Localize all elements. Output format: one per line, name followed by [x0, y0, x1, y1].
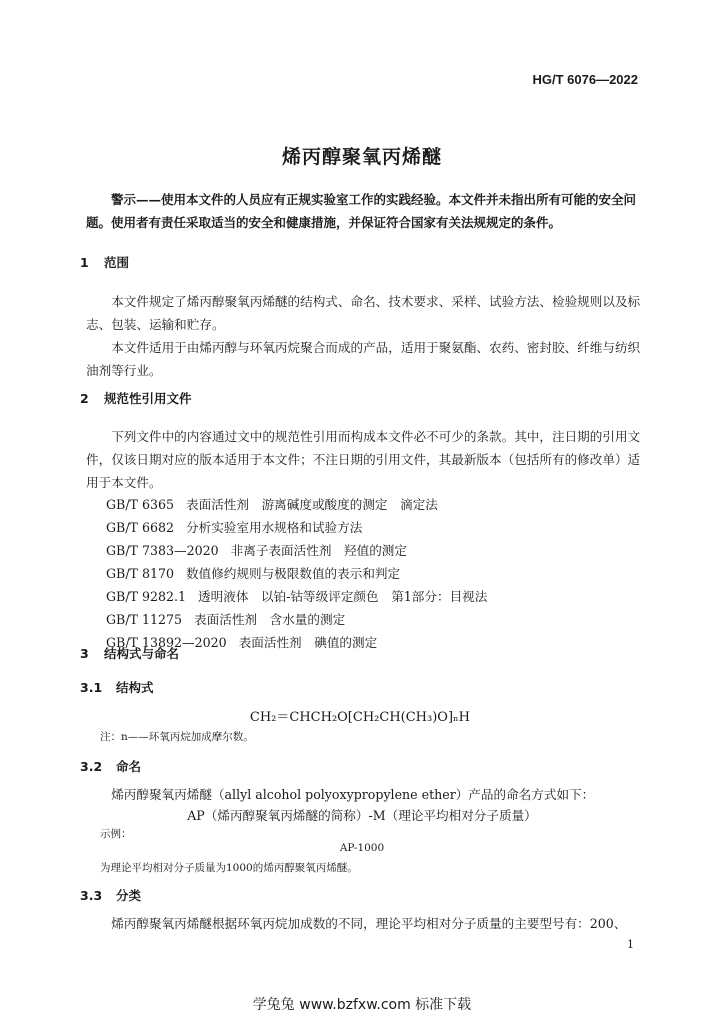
- reference-item: [106, 563, 400, 582]
- example-description: 为理论平均相对分子质量为1000的烯丙醇聚氧丙烯醚。: [100, 862, 358, 874]
- section-number: 3.2: [80, 759, 103, 774]
- section-3-2-heading: [80, 757, 141, 775]
- section-title: 结构式: [116, 680, 154, 695]
- section-title: 结构式与命名: [104, 646, 180, 661]
- section-3-3-heading: [80, 886, 141, 904]
- footer-watermark: 学兔兔 www.bzfxw.com 标准下载: [252, 997, 472, 1013]
- standard-code: HG/T 6076—2022: [532, 72, 638, 87]
- scope-paragraph-2: 本文件适用于由烯丙醇与环氧丙烷聚合而成的产品，适用于聚氨酯、农药、密封胶、纤维与纺织油剂等行业。: [86, 340, 641, 378]
- classification-paragraph: 烯丙醇聚氧丙烯醚根据环氧丙烷加成数的不同，理论平均相对分子质量的主要型号有：200、: [111, 916, 627, 931]
- reference-item: [106, 494, 438, 513]
- reference-code: GB/T 8170: [106, 566, 175, 581]
- reference-title: 透明液体 以铂-钴等级评定颜色 第1部分：目视法: [198, 589, 488, 604]
- reference-item: [106, 517, 362, 536]
- section-title: 范围: [104, 255, 130, 270]
- page-number: 1: [627, 938, 634, 951]
- reference-code: GB/T 6365: [106, 497, 175, 512]
- reference-code: GB/T 9282.1: [106, 589, 187, 604]
- section-3-heading: [80, 644, 179, 662]
- naming-paragraph: 烯丙醇聚氧丙烯醚（allyl alcohol polyoxypropylene ether）产品的命名方式如下：: [111, 787, 595, 802]
- reference-title: 非离子表面活性剂 羟值的测定: [230, 543, 407, 558]
- reference-code: GB/T 13892—2020: [106, 635, 227, 650]
- reference-item: [106, 540, 407, 559]
- structural-formula: CH₂＝CHCH₂O[CH₂CH(CH₃)O]ₙH: [249, 710, 470, 725]
- section-title: 命名: [116, 759, 142, 774]
- section-number: 3: [80, 646, 89, 661]
- section-number: 3.3: [80, 888, 103, 903]
- formula-note: 注：n——环氧丙烷加成摩尔数。: [100, 731, 254, 743]
- reference-code: GB/T 6682: [106, 520, 175, 535]
- reference-item: [106, 609, 345, 628]
- section-number: 3.1: [80, 680, 103, 695]
- naming-pattern: AP（烯丙醇聚氧丙烯醚的简称）-M（理论平均相对分子质量）: [187, 808, 537, 823]
- section-3-1-heading: [80, 678, 154, 696]
- section-title: 分类: [116, 888, 142, 903]
- section-number: 1: [80, 255, 89, 270]
- reference-title: 表面活性剂 碘值的测定: [238, 635, 378, 650]
- reference-title: 分析实验室用水规格和试验方法: [186, 520, 363, 535]
- reference-title: 数值修约规则与极限数值的表示和判定: [186, 566, 401, 581]
- section-1-heading: [80, 253, 129, 271]
- section-title: 规范性引用文件: [104, 391, 192, 406]
- reference-item: [106, 586, 487, 605]
- document-title: 烯丙醇聚氧丙烯醚: [281, 146, 442, 168]
- example-label: 示例：: [100, 828, 132, 840]
- scope-paragraph-1: 本文件规定了烯丙醇聚氧丙烯醚的结构式、命名、技术要求、采样、试验方法、检验规则以及标志、包装、运输和贮存。: [86, 294, 641, 332]
- reference-code: GB/T 7383—2020: [106, 543, 219, 558]
- example-code: AP-1000: [339, 842, 385, 854]
- section-number: 2: [80, 391, 89, 406]
- reference-title: 表面活性剂 游离碱度或酸度的测定 滴定法: [186, 497, 438, 512]
- reference-code: GB/T 11275: [106, 612, 183, 627]
- reference-title: 表面活性剂 含水量的测定: [194, 612, 346, 627]
- references-intro: 下列文件中的内容通过文中的规范性引用而构成本文件必不可少的条款。其中，注日期的引用文件，仅该日期对应的版本适用于本文件；不注日期的引用文件，其最新版本（包括所有的修改单）适用于本文件。: [86, 429, 641, 490]
- warning-paragraph: 警示——使用本文件的人员应有正规实验室工作的实践经验。本文件并未指出所有可能的安全问题。使用者有责任采取适当的安全和健康措施，并保证符合国家有关法规规定的条件。: [86, 192, 637, 230]
- section-2-heading: [80, 389, 192, 407]
